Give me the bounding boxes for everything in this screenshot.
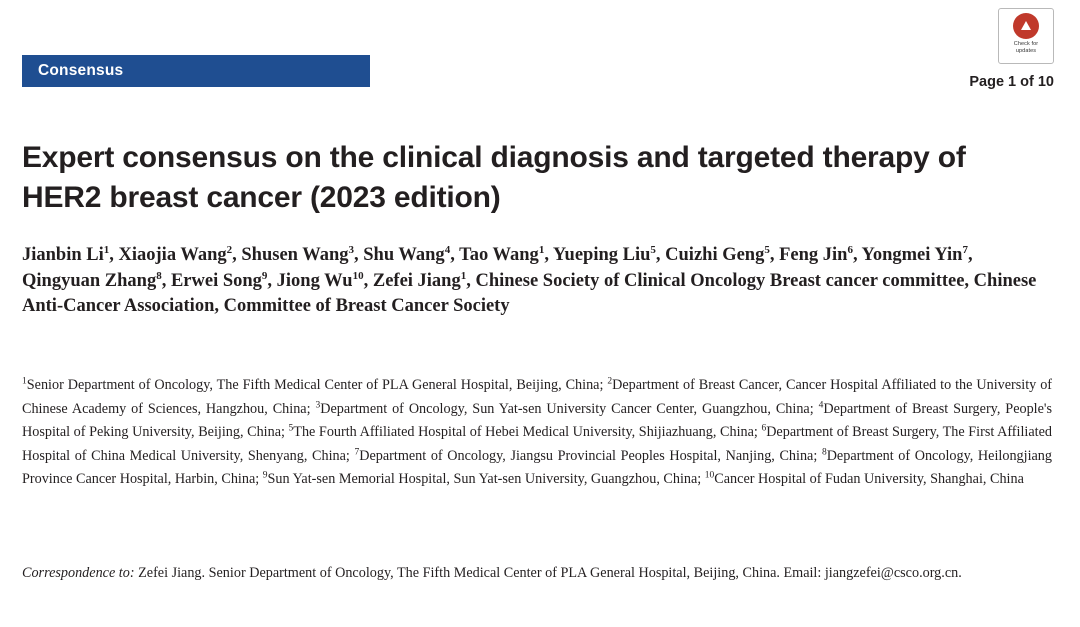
article-type-banner [22,55,370,87]
check-for-updates-label [1014,41,1038,54]
check-for-updates-icon [1013,13,1039,39]
page-number: Page 1 of 10 [969,74,1054,90]
author-list: Jianbin Li$^1$, Xiaojia Wang$^2$, Shusen Wang$^3$, Shu Wang$^4$, Tao Wang$^1$, Yueping Liu$^5$, Cuizhi Geng$^5$, Feng Jin$^6$, Yongmei Yin$^7$, Qingyuan Zhang$^8$, Erwei Song$^9$, Jiong Wu$^{10}$, Zefei Jiang$^1$, Chinese Society of Clinical Oncology Breast cancer committee, Chinese Anti-Cancer Association, Committee of Breast Cancer Society [22,243,1037,316]
check-for-updates-line1: Check for [1013,41,1039,47]
correspondence-block: Correspondence to: Zefei Jiang. Senior Department of Oncology, The Fifth Medical Center of PLA General Hospital, Beijing, China. Email: jiangzefei@csco.org.cn. [22,565,962,581]
affiliation-list: $^1$Senior Department of Oncology, The Fifth Medical Center of PLA General Hospital, Beijing, China; $^2$Department of Breast Cancer, Cancer Hospital Affiliated to the University of Chinese Academy of Sciences, Hangzhou, China; $^3$Department of Oncology, Sun Yat-sen University Cancer Center, Guangzhou, China; $^4$Department of Breast Surgery, People's Hospital of Peking University, Beijing, China; $^5$The Fourth Affiliated Hospital of Hebei Medical University, Shijiazhuang, China; $^6$Department of Breast Surgery, The First Affiliated Hospital of China Medical University, Shenyang, China; $^7$Department of Oncology, Jiangsu Provincial Peoples Hospital, Nanjing, China; $^8$Department of Oncology, Heilongjiang Province Cancer Hospital, Harbin, China; $^9$Sun Yat-sen Memorial Hospital, Sun Yat-sen University, Guangzhou, China; $^{10}$Cancer Hospital of Fudan University, Shanghai, China [22,376,1053,487]
check-for-updates-line2: updates [1015,47,1037,54]
article-type-label: Consensus [38,62,124,79]
page-title: Expert consensus on the clinical diagnosis and targeted therapy of HER2 breast cancer (2023 edition) [22,141,966,215]
check-for-updates-badge[interactable] [998,8,1054,64]
